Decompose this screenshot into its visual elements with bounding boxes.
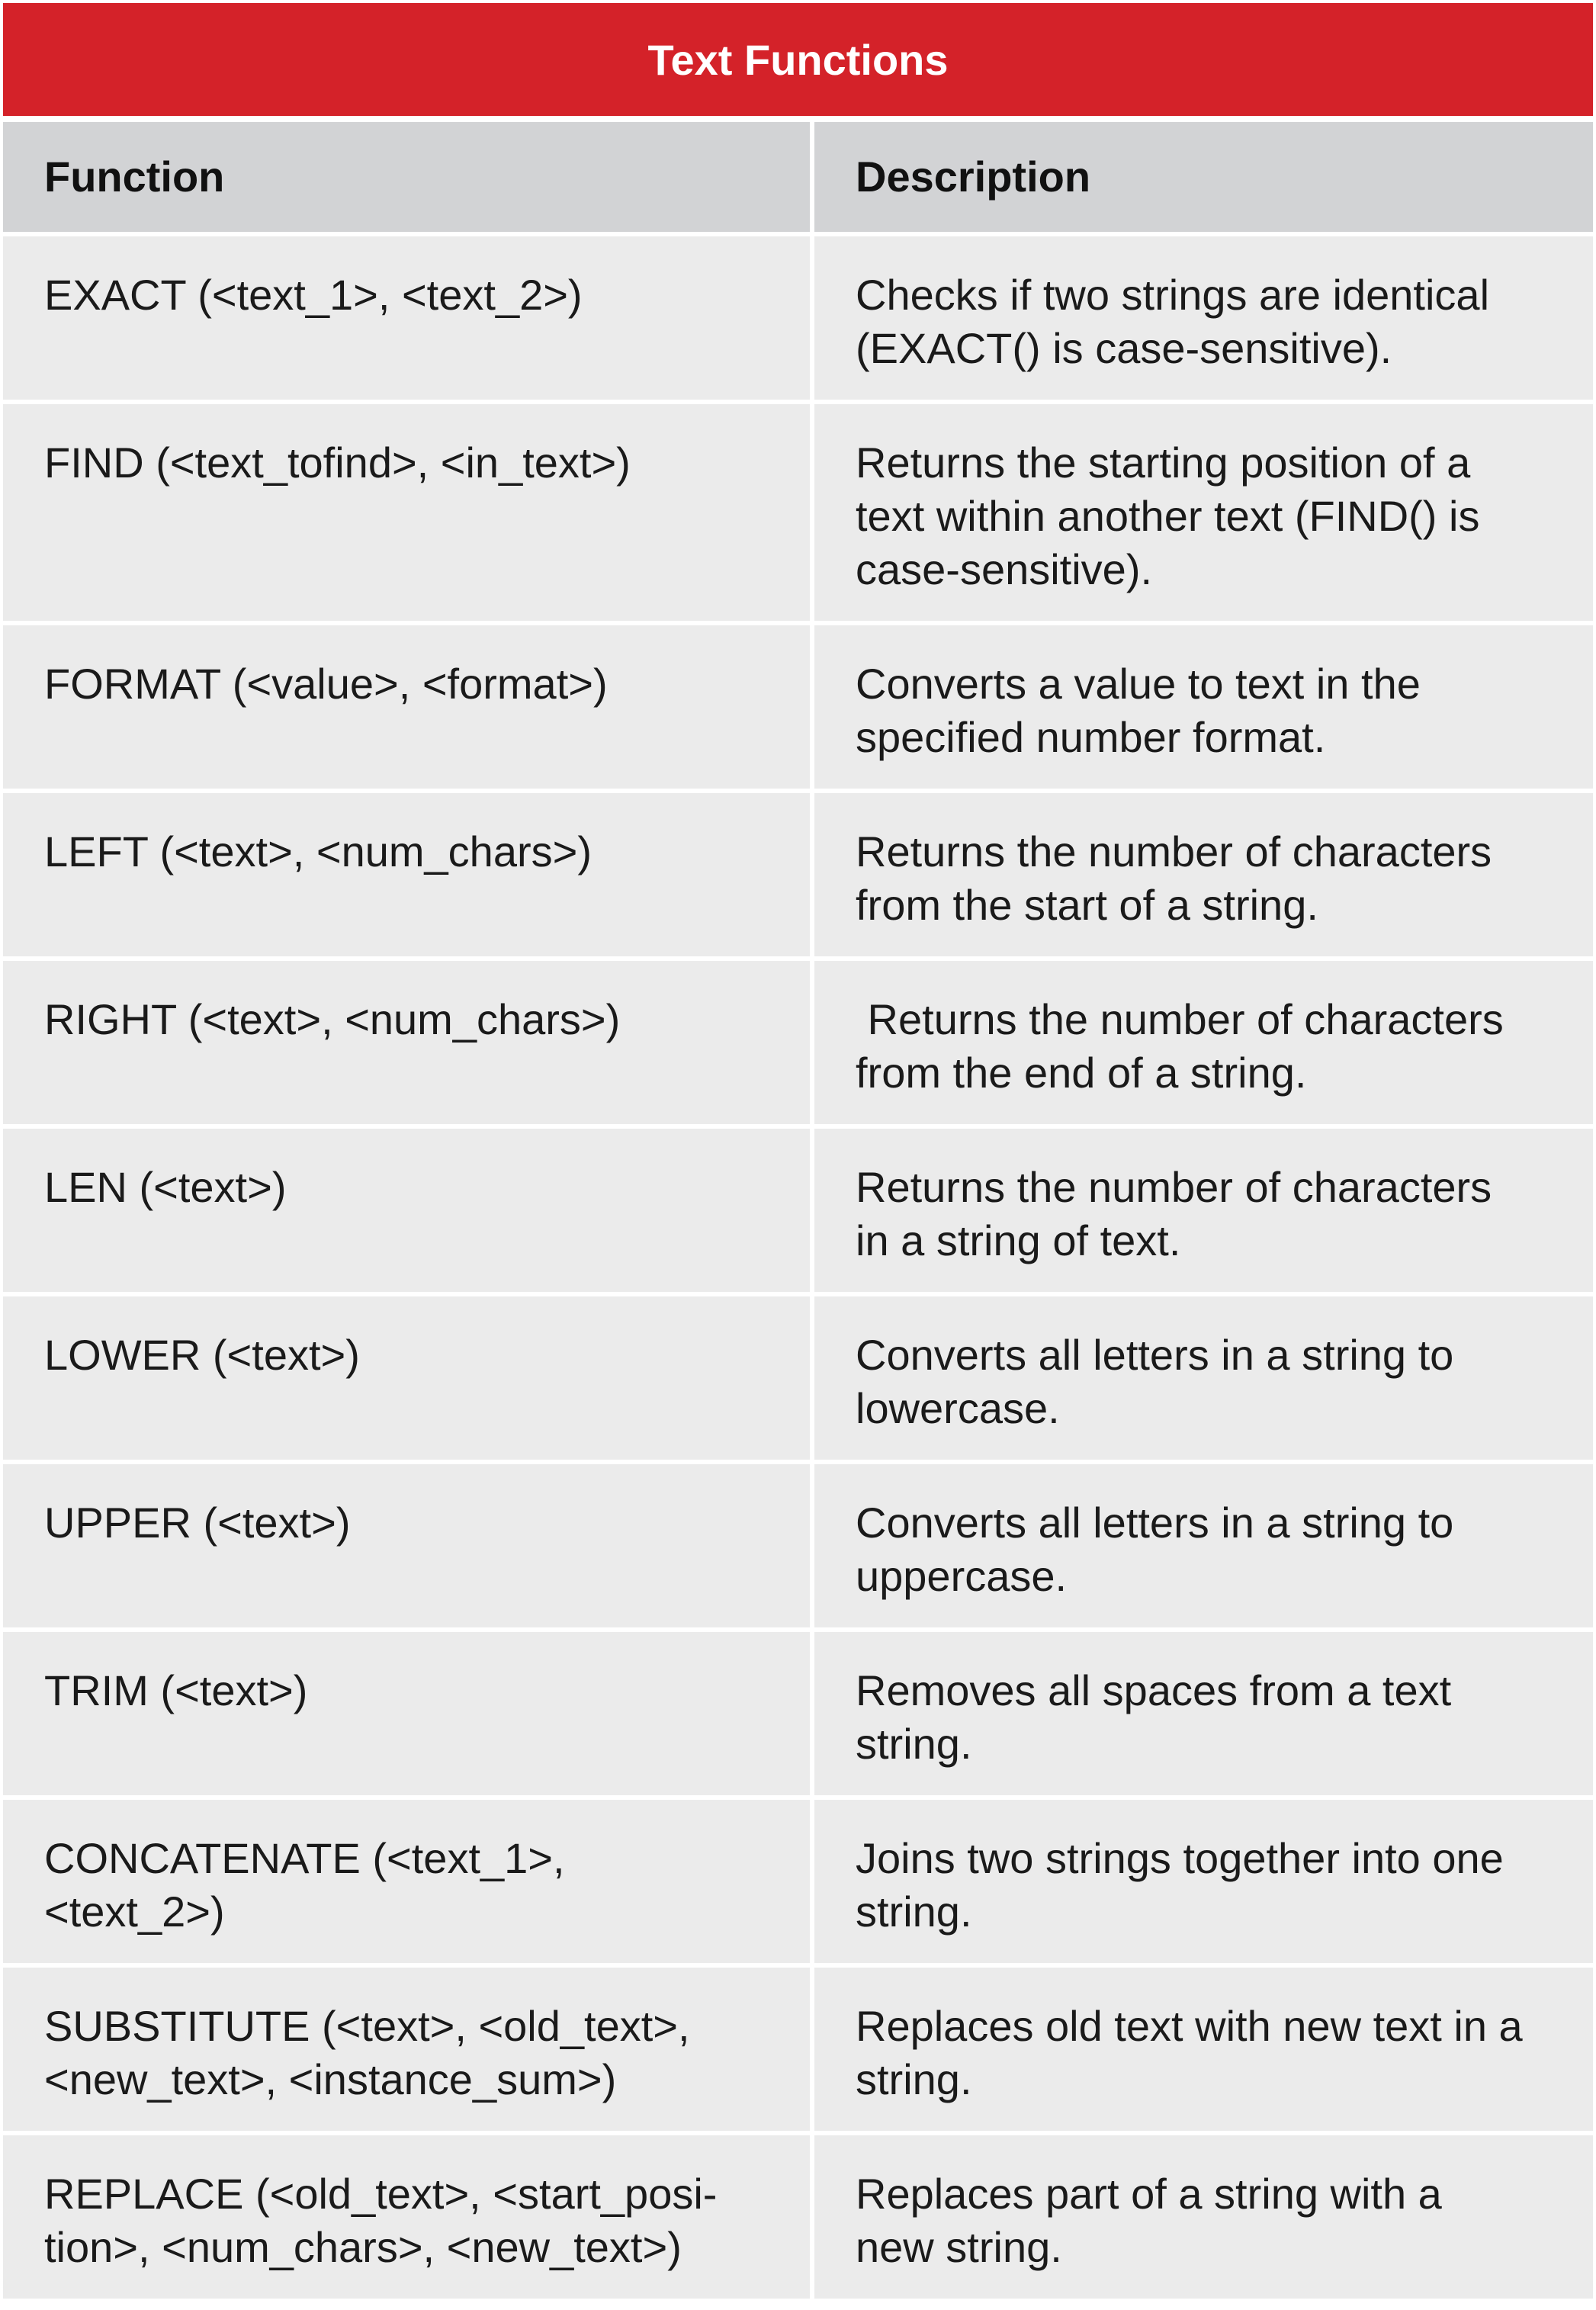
table-row [3,625,1593,789]
description-cell: Joins two strings together into one string. [814,1800,1593,1963]
table-row [3,1296,1593,1460]
function-cell: CONCATENATE (<text_1>, <text_2>) [3,1800,810,1963]
table-row [3,1632,1593,1795]
function-cell: FIND (<text_tofind>, <in_text>) [3,404,810,621]
table-row [3,404,1593,621]
table-row [3,1464,1593,1627]
description-cell: Returns the number of characters from the end of a string. [814,961,1593,1124]
description-cell: Replaces part of a string with a new string. [814,2135,1593,2299]
description-cell: Removes all spaces from a text string. [814,1632,1593,1795]
table-row [3,793,1593,956]
description-cell: Replaces old text with new text in a string. [814,1968,1593,2131]
table-row [3,2135,1593,2299]
description-cell: Checks if two strings are identical (EXACT() is case-sensitive). [814,236,1593,400]
description-cell: Returns the starting position of a text within another text (FIND() is case-sensitive). [814,404,1593,621]
table-row [3,1968,1593,2131]
function-cell: LEFT (<text>, <num_chars>) [3,793,810,956]
function-cell: TRIM (<text>) [3,1632,810,1795]
function-cell: SUBSTITUTE (<text>, <old_text>, <new_text>, <instance_sum>) [3,1968,810,2131]
description-cell: Converts all letters in a string to lowercase. [814,1296,1593,1460]
function-cell: FORMAT (<value>, <format>) [3,625,810,789]
function-cell: LOWER (<text>) [3,1296,810,1460]
table-row [3,1800,1593,1963]
description-cell: Converts all letters in a string to uppercase. [814,1464,1593,1627]
column-header-function: Function [3,122,810,232]
description-cell: Returns the number of characters in a string of text. [814,1129,1593,1292]
table-row [3,961,1593,1124]
function-cell: LEN (<text>) [3,1129,810,1292]
table-row [3,236,1593,400]
column-header-description: Description [814,122,1593,232]
table-title: Text Functions [3,3,1593,116]
text-functions-table [3,3,1593,2303]
function-cell: UPPER (<text>) [3,1464,810,1627]
function-cell: REPLACE (<old_text>, <start_posi- tion>, <num_chars>, <new_text>) [3,2135,810,2299]
description-cell: Returns the number of characters from the start of a string. [814,793,1593,956]
description-cell: Converts a value to text in the specified number format. [814,625,1593,789]
function-cell: RIGHT (<text>, <num_chars>) [3,961,810,1124]
table-header-row [3,122,1593,232]
table-row [3,1129,1593,1292]
function-cell: EXACT (<text_1>, <text_2>) [3,236,810,400]
